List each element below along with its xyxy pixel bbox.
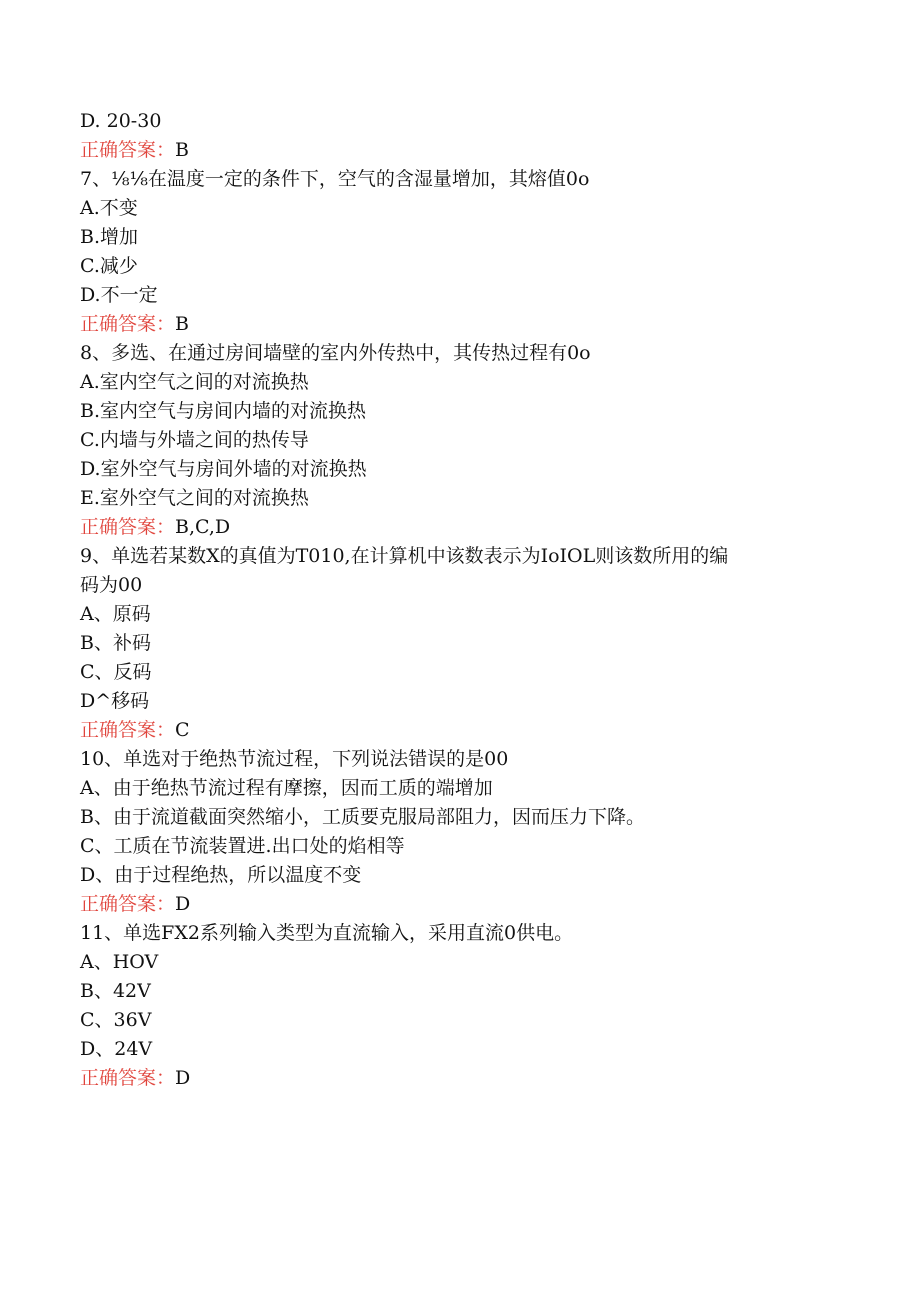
answer-line bbox=[80, 310, 840, 339]
question-block-6 bbox=[80, 107, 840, 165]
question-stem: 8、多选、在通过房间墙壁的室内外传热中，其传热过程有0o bbox=[80, 342, 591, 364]
question-stem: 9、单选若某数X的真值为T010,在计算机中该数表示为IoIOL则该数所用的编 bbox=[80, 545, 729, 567]
option: B.室内空气与房间内墙的对流换热 bbox=[80, 400, 367, 422]
answer-label: 正确答案： bbox=[80, 1067, 176, 1089]
answer-line bbox=[80, 1064, 840, 1093]
option: C、工质在节流装置进.出口处的焰相等 bbox=[80, 835, 405, 857]
option: D. 20-30 bbox=[80, 110, 162, 132]
option: A、原码 bbox=[80, 603, 151, 625]
option: D^移码 bbox=[80, 690, 150, 712]
question-block-8 bbox=[80, 339, 840, 542]
option: D.不一定 bbox=[80, 284, 158, 306]
option: A、由于绝热节流过程有摩擦，因而工质的端增加 bbox=[80, 777, 493, 799]
option: A.不变 bbox=[80, 197, 138, 219]
question-block-11 bbox=[80, 919, 840, 1093]
option: C、36V bbox=[80, 1009, 152, 1031]
option: C.内墙与外墙之间的热传导 bbox=[80, 429, 309, 451]
question-block-9 bbox=[80, 542, 840, 745]
question-block-10 bbox=[80, 745, 840, 919]
answer-value: B bbox=[175, 139, 189, 161]
option: E.室外空气之间的对流换热 bbox=[80, 487, 309, 509]
question-block-7 bbox=[80, 165, 840, 339]
question-list bbox=[80, 107, 840, 1093]
option: C、反码 bbox=[80, 661, 152, 683]
answer-label: 正确答案： bbox=[80, 719, 176, 741]
question-stem: 11、单选FX2系列输入类型为直流输入，采用直流0供电。 bbox=[80, 922, 574, 944]
answer-label: 正确答案： bbox=[80, 139, 176, 161]
answer-line bbox=[80, 136, 840, 165]
answer-line bbox=[80, 716, 840, 745]
answer-value: D bbox=[175, 1067, 191, 1089]
option: D、由于过程绝热，所以温度不变 bbox=[80, 864, 362, 886]
answer-label: 正确答案： bbox=[80, 313, 176, 335]
option: B、由于流道截面突然缩小，工质要克服局部阻力，因而压力下降。 bbox=[80, 806, 645, 828]
option: B.增加 bbox=[80, 226, 139, 248]
option: B、补码 bbox=[80, 632, 151, 654]
option: D.室外空气与房间外墙的对流换热 bbox=[80, 458, 367, 480]
option: B、42V bbox=[80, 980, 151, 1002]
option: D、24V bbox=[80, 1038, 153, 1060]
question-stem: 7、⅛⅛在温度一定的条件下，空气的含湿量增加，其熔值0o bbox=[80, 168, 590, 190]
answer-value: C bbox=[175, 719, 190, 741]
answer-value: B,C,D bbox=[175, 516, 231, 538]
answer-label: 正确答案： bbox=[80, 516, 176, 538]
answer-value: B bbox=[175, 313, 189, 335]
question-stem: 10、单选对于绝热节流过程，下列说法错误的是00 bbox=[80, 748, 509, 770]
answer-line bbox=[80, 513, 840, 542]
option: A.室内空气之间的对流换热 bbox=[80, 371, 309, 393]
question-stem-continuation: 码为00 bbox=[80, 574, 143, 596]
answer-line bbox=[80, 890, 840, 919]
answer-value: D bbox=[175, 893, 191, 915]
option: A、HOV bbox=[80, 951, 159, 973]
option: C.减少 bbox=[80, 255, 138, 277]
answer-label: 正确答案： bbox=[80, 893, 176, 915]
